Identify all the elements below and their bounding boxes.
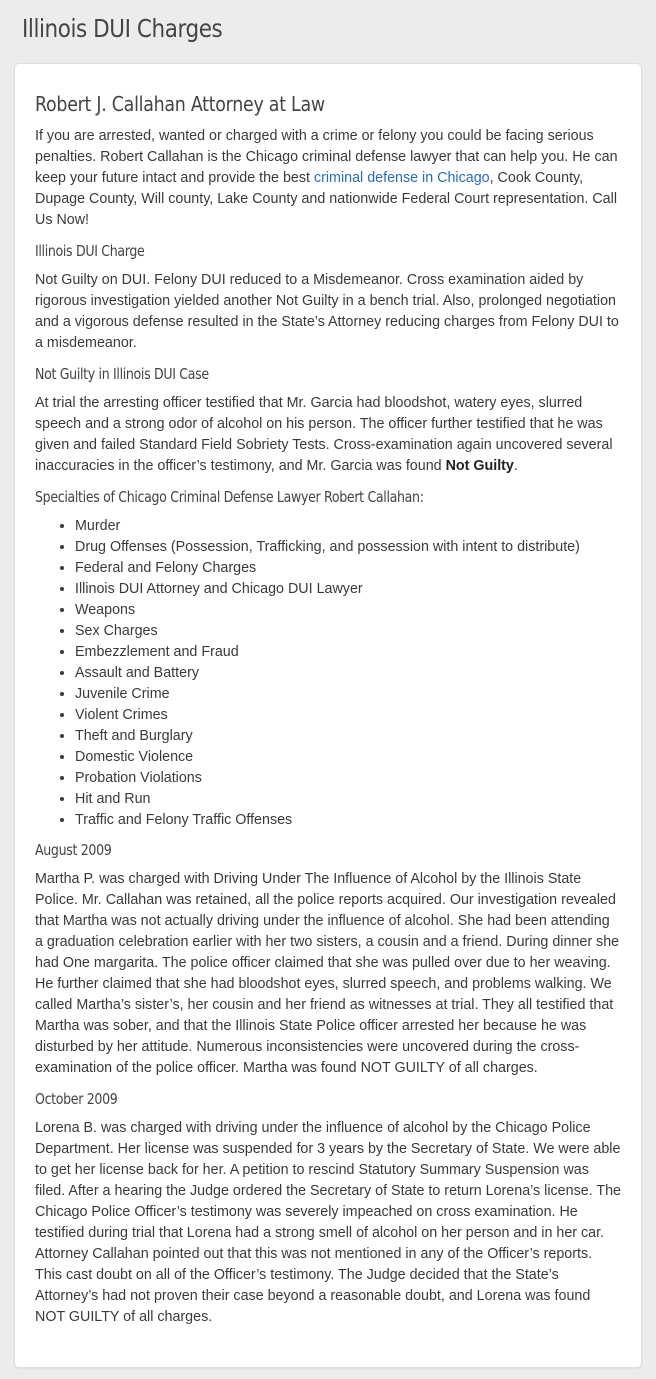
intro-paragraph — [35, 126, 621, 231]
list-item: • Theft and Burglary — [75, 726, 621, 747]
criminal-defense-link[interactable]: criminal defense in Chicago — [313, 170, 490, 186]
list-item: • Juvenile Crime — [75, 684, 621, 705]
case-heading-october-2009: October 2009 — [35, 1090, 118, 1108]
article-heading: Robert J. Callahan Attorney at Law — [35, 92, 325, 116]
list-item: • Weapons — [75, 600, 621, 621]
list-item: • Drug Offenses (Possession, Trafficking, and possession with intent to distribute) — [75, 537, 621, 558]
intro-text-start: If you are arrested, wanted or charged with a crime or felony you could be facing serious penalties. Robert Callahan is the Chicago criminal defense lawyer that can help you. He can keep your future intact and provide the best — [35, 128, 618, 186]
list-item: • Violent Crimes — [75, 705, 621, 726]
section-text-not-guilty — [35, 393, 621, 477]
case-text-august-2009: Martha P. was charged with Driving Under The Influence of Alcohol by the Illinois State Police. Mr. Callahan was retained, all the police reports acquired. Our investigation revealed that Martha was not actually driving under the influence of alcohol. She had been attending a graduation celebration earlier with her two sisters, a cousin and a friend. During dinner she had One margarita. The police officer claimed that she was pulled over due to her weaving. He further claimed that she had bloodshot eyes, slurred speech, and problems walking. We called Martha’s sister’s, her cousin and her friend as witnesses at trial. They all testified that Martha was sober, and that the Illinois State Police officer arrested her because he was disturbed by her attitude. Numerous inconsistencies were uncovered during the cross-examination of the police officer. Martha was found NOT GUILTY of all charges. — [35, 871, 620, 1076]
list-item: • Embezzlement and Fraud — [75, 642, 621, 663]
specialties-heading: Specialties of Chicago Criminal Defense Lawyer Robert Callahan: — [35, 488, 424, 506]
list-item: • Illinois DUI Attorney and Chicago DUI Lawyer — [75, 579, 621, 600]
list-item: • Hit and Run — [75, 789, 621, 810]
not-guilty-emphasis: Not Guilty — [445, 458, 514, 474]
list-item: • Federal and Felony Charges — [75, 558, 621, 579]
intro-text-end: , Cook County, Dupage County, Will county, Lake County and nationwide Federal Court representation. Call Us Now! — [35, 170, 617, 228]
section-text-dui-charge: Not Guilty on DUI. Felony DUI reduced to a Misdemeanor. Cross examination aided by rigorous investigation yielded another Not Guilty in a bench trial. Also, prolonged negotiation and a vigorous defense resulted in the State’s Attorney reducing charges from Felony DUI to a misdemeanor. — [35, 272, 619, 351]
list-item: • Sex Charges — [75, 621, 621, 642]
list-item: • Domestic Violence — [75, 747, 621, 768]
not-guilty-text-start: At trial the arresting officer testified that Mr. Garcia had bloodshot, watery eyes, slurred speech and a strong odor of alcohol on his person. The officer further testified that he was given and failed Standard Field Sobriety Tests. Cross-examination again uncovered several inaccuracies in the officer’s testimony, and Mr. Garcia was found — [35, 395, 613, 474]
case-heading-august-2009: August 2009 — [35, 841, 112, 859]
section-heading-not-guilty: Not Guilty in Illinois DUI Case — [35, 365, 209, 383]
list-item: • Assault and Battery — [75, 663, 621, 684]
specialties-list — [35, 516, 621, 831]
section-heading-dui-charge: Illinois DUI Charge — [35, 242, 145, 260]
list-item: • Probation Violations — [75, 768, 621, 789]
list-item: • Murder — [75, 516, 621, 537]
page-title: Illinois DUI Charges — [22, 14, 223, 43]
article-panel — [14, 63, 642, 1368]
not-guilty-text-end: . — [513, 458, 518, 474]
case-text-october-2009: Lorena B. was charged with driving under the influence of alcohol by the Chicago Police Department. Her license was suspended for 3 years by the Secretary of State. We were able to get her license back for her. A petition to rescind Statutory Summary Suspension was filed. After a hearing the Judge ordered the Secretary of State to return Lorena’s license. The Chicago Police Officer’s testimony was severely impeached on cross examination. He testified during trial that Lorena had a strong smell of alcohol on her person and in her car. Attorney Callahan pointed out that this was not mentioned in any of the Officer’s reports. This cast doubt on all of the Officer’s testimony. The Judge decided that the State’s Attorney’s had not proven their case beyond a reasonable doubt, and Lorena was found NOT GUILTY of all charges. — [35, 1120, 622, 1325]
list-item: • Traffic and Felony Traffic Offenses — [75, 810, 621, 831]
